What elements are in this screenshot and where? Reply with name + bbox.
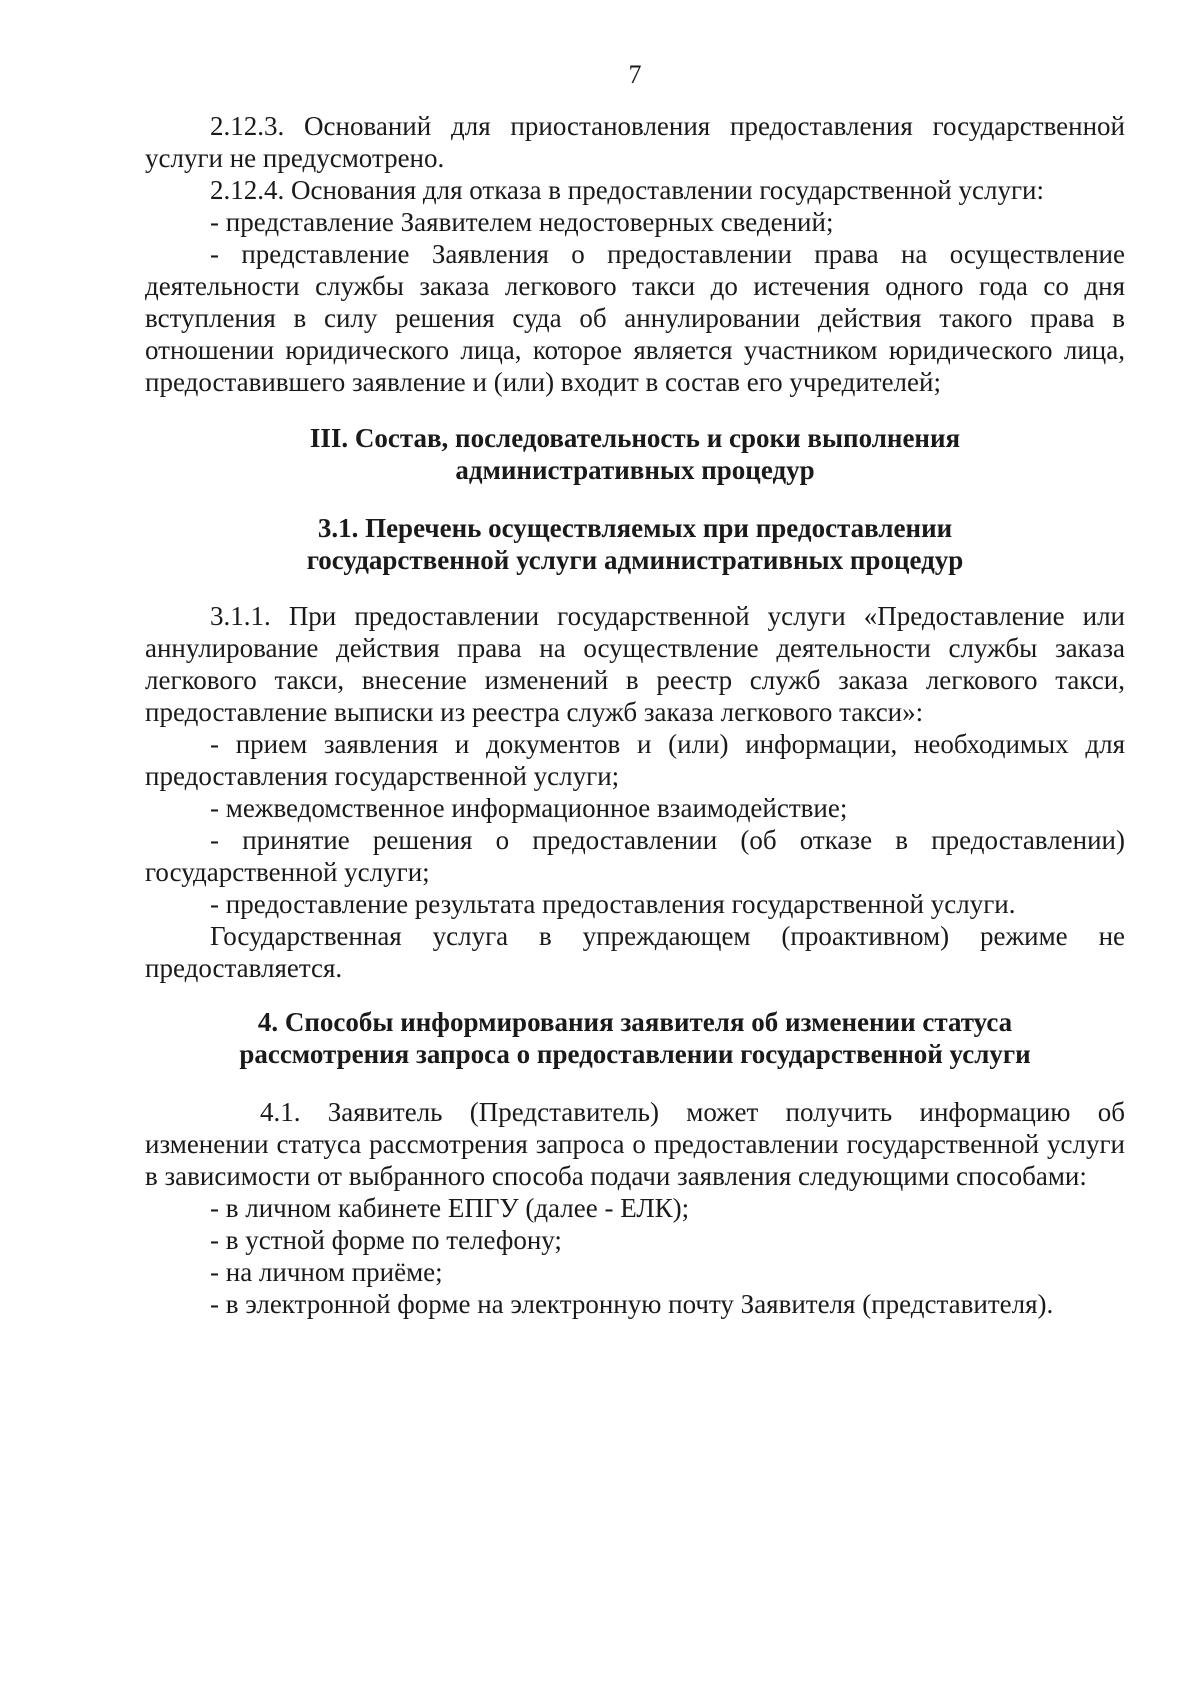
- notification-method-item: - в электронной форме на электронную почту Заявителя (представителя).: [210, 1289, 1054, 1319]
- procedure-item: - межведомственное информационное взаимодействие;: [210, 793, 848, 823]
- paragraph-3-1-1: 3.1.1. При предоставлении государственной услуги «Предоставление или аннулирование действия права на осуществление деятельности службы заказа легкового такси, внесение изменений в реестр служб заказа легкового такси, предоставление выписки из реестра служб заказа легкового такси»:: [145, 601, 1125, 727]
- section-4-heading: [145, 1006, 1125, 1070]
- page-number: 7: [628, 60, 642, 89]
- section-3-heading-line: административных процедур: [455, 455, 815, 485]
- section-4-heading-line: рассмотрения запроса о предоставлении государственной услуги: [239, 1039, 1031, 1069]
- refusal-reason-item: - представление Заявителем недостоверных сведений;: [210, 207, 834, 237]
- subsection-3-1-heading-line: 3.1. Перечень осуществляемых при предоставлении: [317, 513, 953, 543]
- subsection-3-1-heading: [145, 512, 1125, 576]
- section-3-heading: [145, 422, 1125, 486]
- proactive-mode-note: Государственная услуга в упреждающем (проактивном) режиме не предоставляется.: [145, 921, 1125, 983]
- section-3-heading-line: III. Состав, последовательность и сроки выполнения: [309, 423, 961, 453]
- procedure-item: - прием заявления и документов и (или) информации, необходимых для предоставления государственной услуги;: [145, 729, 1125, 791]
- procedure-item: - принятие решения о предоставлении (об отказе в предоставлении) государственной услуги;: [145, 825, 1125, 887]
- paragraph-4-1: 4.1. Заявитель (Представитель) может получить информацию об изменении статуса рассмотрения запроса о предоставлении государственной услуги в зависимости от выбранного способа подачи заявления следующими способами:: [145, 1097, 1125, 1191]
- section-4-heading-line: 4. Способы информирования заявителя об изменении статуса: [257, 1007, 1013, 1037]
- paragraph-2-12-3: 2.12.3. Оснований для приостановления предоставления государственной услуги не предусмотрено.: [145, 111, 1125, 173]
- notification-method-item: - в личном кабинете ЕПГУ (далее - ЕЛК);: [210, 1193, 690, 1223]
- subsection-3-1-heading-line: государственной услуги административных процедур: [306, 545, 964, 575]
- document-page: [145, 60, 1125, 1320]
- refusal-reason-item: - представление Заявления о предоставлении права на осуществление деятельности службы заказа легкового такси до истечения одного года со дня вступления в силу решения суда об аннулировании действия такого права в отношении юридического лица, которое является участником юридического лица, предоставившего заявление и (или) входит в состав его учредителей;: [145, 239, 1125, 397]
- notification-method-item: - на личном приёме;: [210, 1257, 443, 1287]
- paragraph-2-12-4: 2.12.4. Основания для отказа в предоставлении государственной услуги:: [210, 175, 1044, 205]
- notification-method-item: - в устной форме по телефону;: [210, 1225, 562, 1255]
- procedure-item: - предоставление результата предоставления государственной услуги.: [210, 889, 1016, 919]
